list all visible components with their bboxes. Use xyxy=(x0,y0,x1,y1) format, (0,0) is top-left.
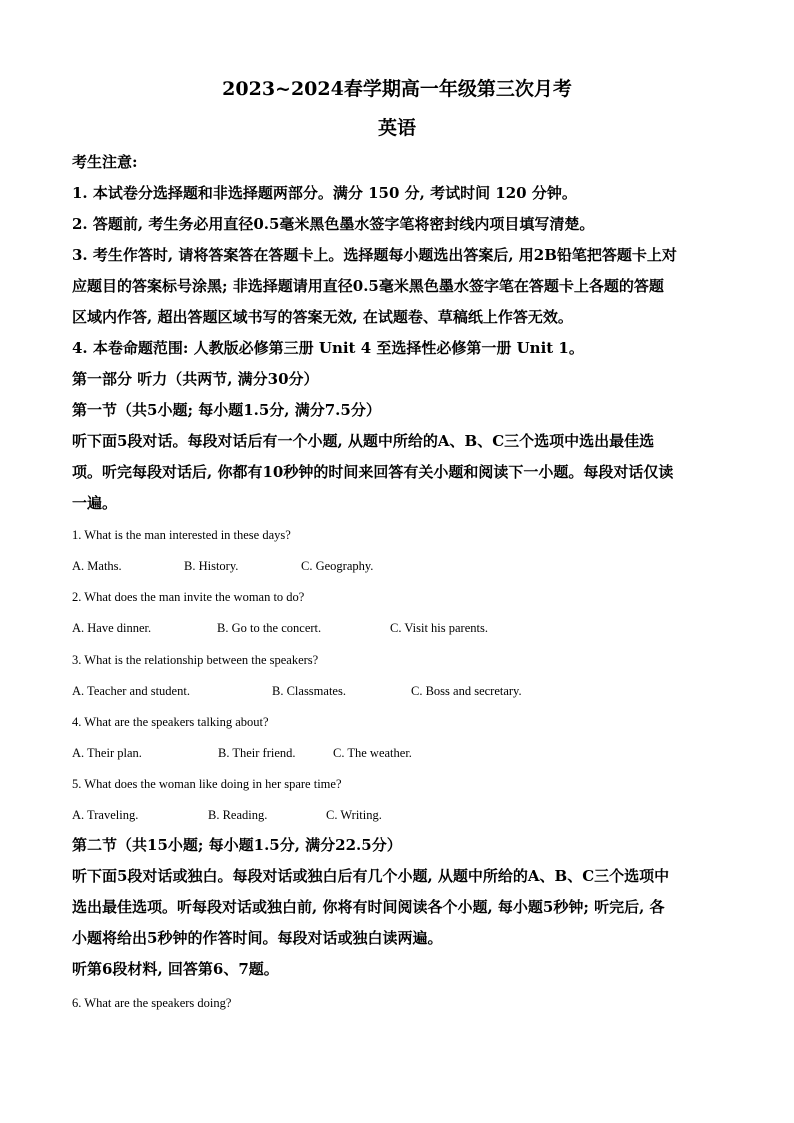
question-stem: 4. What are the speakers talking about? xyxy=(72,715,269,729)
option-a: A. Have dinner. xyxy=(72,621,152,635)
option-a: A. Maths. xyxy=(72,559,122,573)
section-instruction: 小题将给出5秒钟的作答时间。每段对话或独白读两遍。 xyxy=(72,929,443,947)
option-a: A. Their plan. xyxy=(72,746,142,760)
option-b: B. History. xyxy=(184,559,239,573)
question-stem: 5. What does the woman like doing in her spare time? xyxy=(72,777,342,791)
option-b: B. Their friend. xyxy=(218,746,296,760)
option-a: A. Traveling. xyxy=(72,808,139,822)
option-c: C. Writing. xyxy=(326,808,382,822)
subject-title: 英语 xyxy=(377,117,416,139)
section-instruction: 一遍。 xyxy=(72,494,118,512)
section-heading: 第二节（共15小题; 每小题1.5分, 满分22.5分） xyxy=(72,836,402,854)
notice-item: 2. 答题前, 考生务必用直径0.5毫米黑色墨水签字笔将密封线内项目填写清楚。 xyxy=(72,215,595,233)
option-b: B. Reading. xyxy=(208,808,268,822)
question-stem: 6. What are the speakers doing? xyxy=(72,996,232,1010)
option-b: B. Classmates. xyxy=(272,684,346,698)
option-c: C. Geography. xyxy=(301,559,374,573)
notice-item: 1. 本试卷分选择题和非选择题两部分。满分 150 分, 考试时间 120 分钟。 xyxy=(72,184,577,202)
section-instruction: 听下面5段对话或独白。每段对话或独白后有几个小题, 从题中所给的A、B、C三个选项中 xyxy=(72,867,670,885)
section-instruction: 听下面5段对话。每段对话后有一个小题, 从题中所给的A、B、C三个选项中选出最佳选 xyxy=(72,432,655,450)
part-heading: 第一部分 听力（共两节, 满分30分） xyxy=(72,370,319,388)
section-heading: 第一节（共5小题; 每小题1.5分, 满分7.5分） xyxy=(72,401,381,419)
option-c: C. Visit his parents. xyxy=(390,621,488,635)
material-heading: 听第6段材料, 回答第6、7题。 xyxy=(72,960,279,978)
notice-item: 4. 本卷命题范围: 人教版必修第三册 Unit 4 至选择性必修第一册 Unit 1。 xyxy=(72,339,584,357)
question-stem: 3. What is the relationship between the speakers? xyxy=(72,653,319,667)
question-stem: 1. What is the man interested in these days? xyxy=(72,528,291,542)
question-stem: 2. What does the man invite the woman to do? xyxy=(72,590,305,604)
option-b: B. Go to the concert. xyxy=(217,621,322,635)
notice-item: 3. 考生作答时, 请将答案答在答题卡上。选择题每小题选出答案后, 用2B铅笔把答题卡上对 xyxy=(72,246,677,264)
option-c: C. The weather. xyxy=(333,746,412,760)
section-instruction: 项。听完每段对话后, 你都有10秒钟的时间来回答有关小题和阅读下一小题。每段对话仅读 xyxy=(72,463,674,481)
exam-title: 2023~2024春学期高一年级第三次月考 xyxy=(222,78,572,100)
notice-item: 区域内作答, 超出答题区域书写的答案无效, 在试题卷、草稿纸上作答无效。 xyxy=(72,308,573,326)
notice-block xyxy=(72,147,732,519)
section2-block xyxy=(72,830,732,985)
option-c: C. Boss and secretary. xyxy=(411,684,522,698)
section-instruction: 选出最佳选项。听每段对话或独白前, 你将有时间阅读各个小题, 每小题5秒钟; 听完后, 各 xyxy=(72,898,665,916)
notice-heading: 考生注意: xyxy=(72,153,138,171)
option-a: A. Teacher and student. xyxy=(72,684,190,698)
notice-item: 应题目的答案标号涂黑; 非选择题请用直径0.5毫米黑色墨水签字笔在答题卡上各题的答题 xyxy=(72,277,664,295)
